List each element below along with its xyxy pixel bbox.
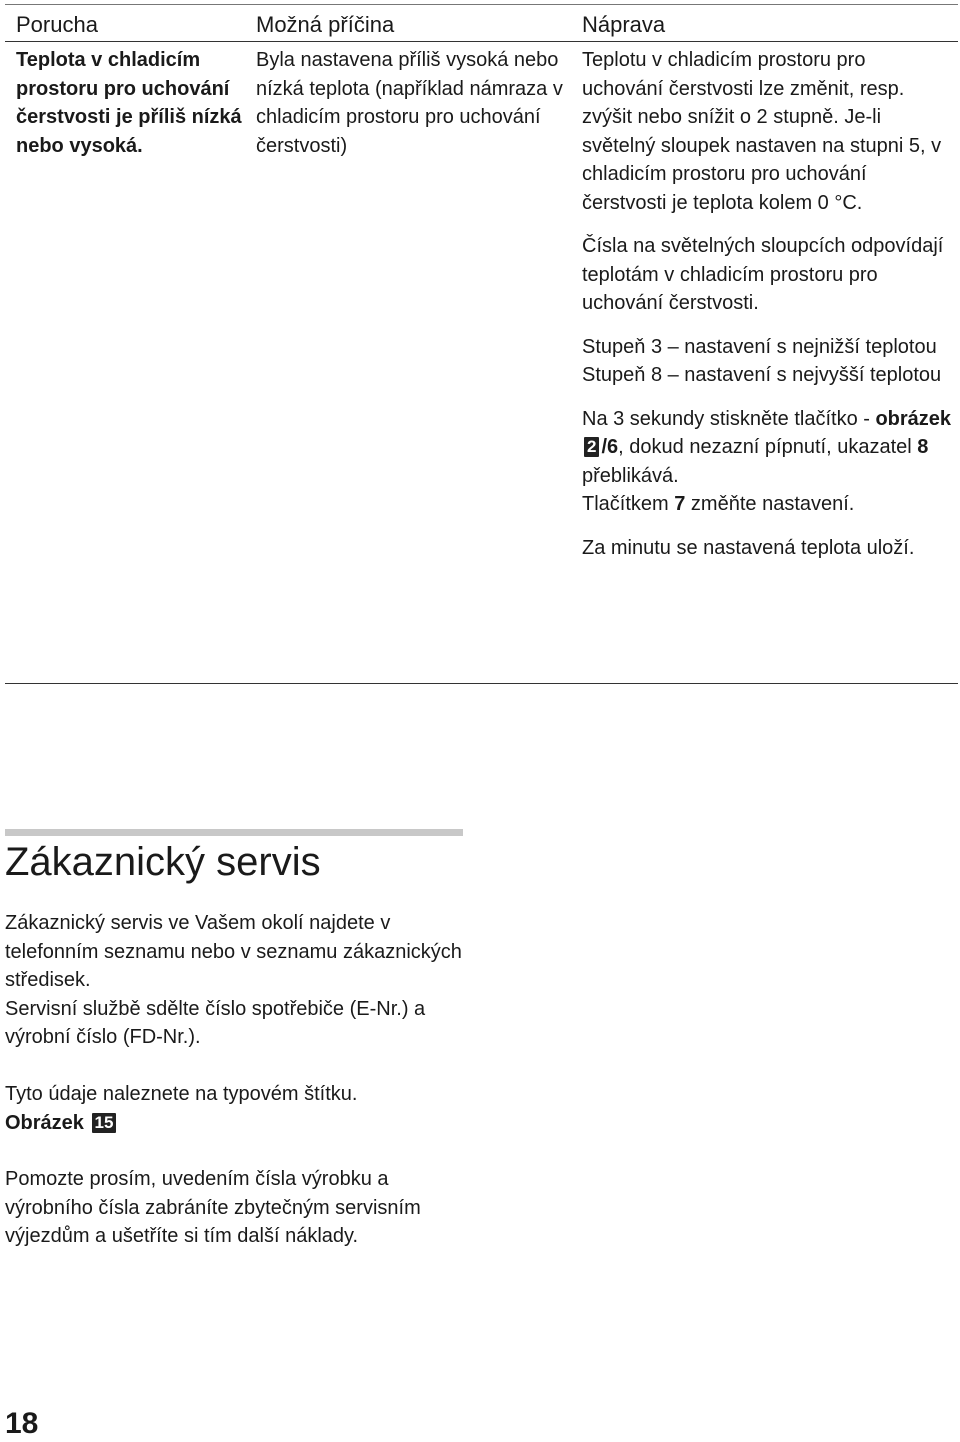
header-remedy: Náprava: [582, 12, 666, 37]
section-title-bar: [5, 829, 463, 836]
header-fault: Porucha: [16, 12, 98, 37]
figure-label-2: Obrázek: [5, 1111, 84, 1134]
service-paragraph-2: [5, 1080, 475, 1137]
header-cause: Možná příčina: [256, 12, 395, 37]
indicator-ref: 8: [917, 436, 929, 458]
remedy-paragraph-3: [582, 333, 952, 390]
service-text-2: Servisní službě sdělte číslo spotřebiče (E-Nr.) a výrobní číslo (FD-Nr.).: [5, 997, 426, 1048]
remedy-paragraph-4: Na 3 sekundy stiskněte tlačítko - obrázek 2 /6, dokud nezazní pípnutí, ukazatel 8 přeblikává. Tlačítkem 7 změňte nastavení.: [582, 407, 952, 515]
remedy-paragraph-2: Čísla na světelných sloupcích odpovídají teplotám v chladicím prostoru pro uchování čerstvosti.: [582, 235, 944, 314]
level-3-note: Stupeň 3 – nastavení s nejnižší teplotou: [582, 335, 937, 358]
remedy-cell: [582, 46, 952, 577]
cause-cell: Byla nastavena příliš vysoká nebo nízká teplota (například námraza v chladicím prostoru pro uchování čerstvosti): [256, 49, 563, 157]
rating-plate-figure: [5, 1109, 475, 1138]
figure-badge: 2: [584, 437, 599, 457]
figure-badge-2: 15: [92, 1113, 117, 1133]
remedy-paragraph-1: Teplotu v chladicím prostoru pro uchování čerstvosti lze změnit, resp. zvýšit nebo snížit o 2 stupně. Je-li světelný sloupek nastaven na stupni 5, v chladicím prostoru pro uchování čerstvosti je teplota kolem 0 °C.: [582, 49, 942, 214]
section-title: Zákaznický servis: [5, 840, 321, 884]
fault-cell: Teplota v chladicím prostoru pro uchování čerstvosti je příliš nízká nebo vysoká.: [16, 49, 242, 157]
table-bottom-rule: [5, 683, 958, 684]
page-number: 18: [5, 1407, 39, 1440]
table-header-row: [5, 4, 958, 42]
level-8-note: Stupeň 8 – nastavení s nejvyšší teplotou: [582, 364, 942, 386]
service-paragraph-3: Pomozte prosím, uvedením čísla výrobku a výrobního čísla zabráníte zbytečným servisním výjezdům a ušetříte si tím další náklady.: [5, 1168, 421, 1247]
service-paragraph-1: [5, 909, 475, 1052]
button-ref: 7: [674, 493, 686, 515]
figure-ref: /6: [601, 436, 619, 458]
service-text-1: Zákaznický servis ve Vašem okolí najdete v telefonním seznamu nebo v seznamu zákaznických středisek.: [5, 912, 462, 991]
figure-label: obrázek: [875, 407, 952, 430]
rating-plate-text: Tyto údaje naleznete na typovém štítku.: [5, 1083, 358, 1105]
remedy-paragraph-5: Za minutu se nastavená teplota uloží.: [582, 536, 915, 559]
